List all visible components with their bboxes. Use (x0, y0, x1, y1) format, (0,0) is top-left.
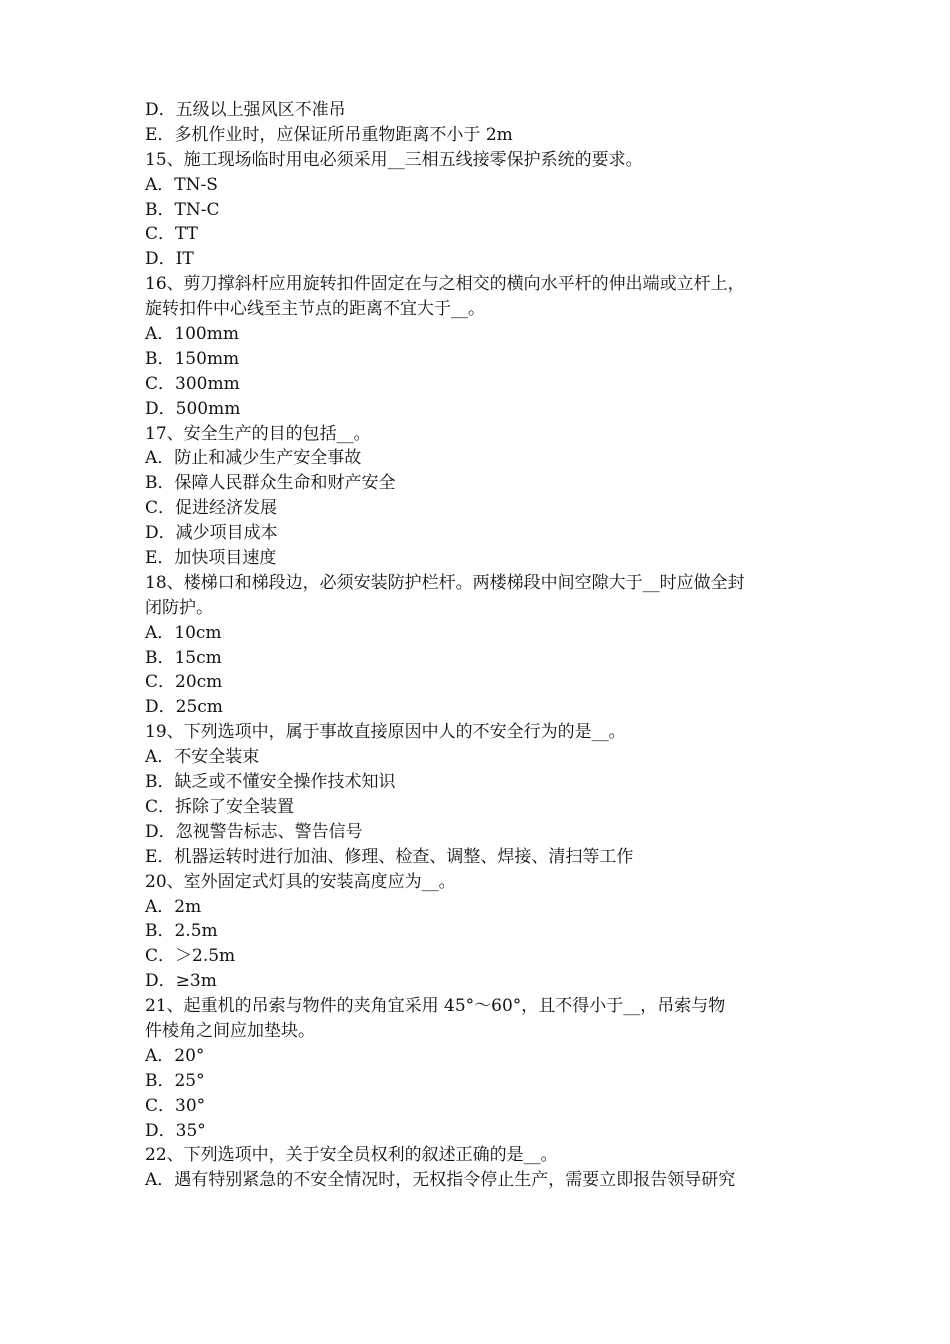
answer-option: B．15cm (145, 647, 222, 668)
answer-option: A．20° (145, 1045, 205, 1066)
question-text (145, 272, 810, 322)
question-line: 18、楼梯口和梯段边，必须安装防护栏杆。两楼梯段中间空隙大于__时应做全封 (145, 572, 745, 593)
answer-option: D．≥3m (145, 971, 217, 992)
question-line: 19、下列选项中，属于事故直接原因中人的不安全行为的是__。 (145, 722, 626, 743)
question-line: 件棱角之间应加垫块。 (145, 1020, 315, 1041)
question-line: 15、施工现场临时用电必须采用__三相五线接零保护系统的要求。 (145, 149, 643, 170)
answer-option: C．300mm (145, 373, 240, 394)
answer-option: A．10cm (145, 622, 222, 643)
answer-option: C．促进经济发展 (145, 498, 278, 519)
answer-option: A．2m (145, 896, 202, 917)
question-text (145, 1143, 810, 1168)
answer-option: E．加快项目速度 (145, 548, 277, 569)
question-text (145, 422, 810, 447)
answer-option: D．35° (145, 1120, 206, 1141)
answer-option: D．忽视警告标志、警告信号 (145, 821, 363, 842)
answer-option: D．IT (145, 249, 194, 270)
question-line: 闭防护。 (145, 597, 213, 618)
answer-option: B．25° (145, 1070, 205, 1091)
answer-option: D．减少项目成本 (145, 523, 278, 544)
answer-option: E．多机作业时，应保证所吊重物距离不小于 2m (145, 124, 513, 145)
answer-option: C．拆除了安全装置 (145, 796, 295, 817)
question-text (145, 148, 810, 173)
answer-option: B．TN-C (145, 199, 220, 220)
question-line: 20、室外固定式灯具的安装高度应为__。 (145, 871, 456, 892)
answer-option: A．遇有特别紧急的不安全情况时，无权指令停止生产，需要立即报告领导研究 (145, 1170, 736, 1191)
answer-option: B．150mm (145, 348, 240, 369)
answer-option: C．TT (145, 224, 199, 245)
answer-option: A．100mm (145, 324, 239, 345)
question-text (145, 571, 810, 621)
answer-option: C．30° (145, 1095, 206, 1116)
answer-option: C．20cm (145, 672, 223, 693)
question-text (145, 720, 810, 745)
answer-option: B．保障人民群众生命和财产安全 (145, 473, 396, 494)
answer-option: A．防止和减少生产安全事故 (145, 448, 362, 469)
answer-option: D．500mm (145, 398, 241, 419)
answer-option: E．机器运转时进行加油、修理、检查、调整、焊接、清扫等工作 (145, 846, 634, 867)
answer-option: B．缺乏或不懂安全操作技术知识 (145, 772, 396, 793)
question-line: 21、起重机的吊索与物件的夹角宜采用 45°～60°，且不得小于__，吊索与物 (145, 996, 726, 1017)
question-line: 旋转扣件中心线至主节点的距离不宜大于__。 (145, 299, 485, 320)
answer-option: A．不安全装束 (145, 747, 260, 768)
answer-option: D．25cm (145, 697, 223, 718)
question-text (145, 994, 810, 1044)
question-line: 16、剪刀撑斜杆应用旋转扣件固定在与之相交的横向水平杆的伸出端或立杆上， (145, 274, 745, 295)
question-line: 22、下列选项中，关于安全员权利的叙述正确的是__。 (145, 1145, 558, 1166)
exam-content (145, 98, 810, 1193)
question-text (145, 870, 810, 895)
answer-option: B．2.5m (145, 921, 218, 942)
question-line: 17、安全生产的目的包括__。 (145, 423, 371, 444)
answer-option: C．＞2.5m (145, 946, 236, 967)
answer-option: D．五级以上强风区不准吊 (145, 100, 346, 120)
answer-option: A．TN-S (145, 174, 218, 195)
